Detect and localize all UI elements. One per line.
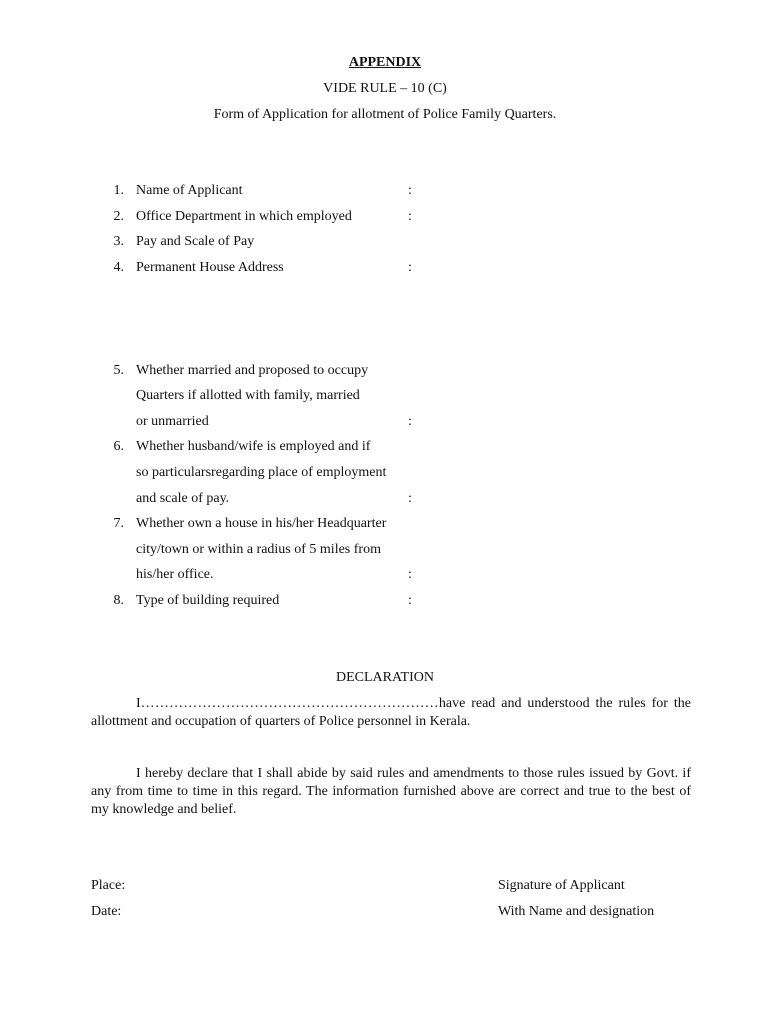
item-label-line-1: Whether married and proposed to occupy bbox=[136, 363, 369, 378]
item-label: Name of Applicant bbox=[136, 183, 243, 198]
item-number: 8. bbox=[113, 593, 124, 608]
declaration-text: I hereby declare that I shall abide by said rules and amendments to those rules issued by Govt. if any from time to time in this regard. The information furnished above are correct and true to the best of my knowledge and belief. bbox=[91, 766, 691, 817]
declaration-name-blank: ……………………………………………………… bbox=[140, 696, 439, 711]
item-number: 1. bbox=[113, 183, 124, 198]
item-label: Type of building required bbox=[136, 593, 280, 608]
item-number: 3. bbox=[113, 234, 124, 249]
declaration-prefix: I bbox=[136, 696, 141, 711]
item-label: Pay and Scale of Pay bbox=[136, 234, 255, 249]
declaration-text: have read and understood the rules for the allottment and occupation of quarters of Police personnel in Kerala. bbox=[91, 696, 691, 729]
item-label-line-3: his/her office. bbox=[136, 567, 214, 582]
item-label-line-3: and scale of pay. bbox=[136, 491, 230, 506]
appendix-title: APPENDIX bbox=[348, 55, 422, 70]
item-colon: : bbox=[408, 209, 412, 224]
declaration-heading: DECLARATION bbox=[336, 670, 434, 685]
declaration-paragraph-1 bbox=[91, 695, 691, 731]
declaration-paragraph-2 bbox=[91, 765, 691, 819]
item-colon: : bbox=[408, 414, 412, 429]
signature-label: Signature of Applicant bbox=[498, 878, 625, 893]
item-colon: : bbox=[408, 491, 412, 506]
item-colon: : bbox=[408, 567, 412, 582]
form-title: Form of Application for allotment of Police Family Quarters. bbox=[213, 107, 557, 122]
date-label: Date: bbox=[91, 904, 122, 919]
item-colon: : bbox=[408, 260, 412, 275]
item-number: 4. bbox=[113, 260, 124, 275]
item-colon: : bbox=[408, 183, 412, 198]
item-label-line-3: or unmarried bbox=[136, 414, 209, 429]
item-number: 6. bbox=[113, 439, 124, 454]
item-number: 7. bbox=[113, 516, 124, 531]
place-label: Place: bbox=[91, 878, 126, 893]
item-number: 2. bbox=[113, 209, 124, 224]
item-label: Office Department in which employed bbox=[136, 209, 352, 224]
item-label: Permanent House Address bbox=[136, 260, 284, 275]
item-label-line-1: Whether husband/wife is employed and if bbox=[136, 439, 371, 454]
item-label-line-2: city/town or within a radius of 5 miles from bbox=[136, 542, 381, 557]
item-colon: : bbox=[408, 593, 412, 608]
item-label-line-2: so particularsregarding place of employment bbox=[136, 465, 387, 480]
item-label-line-2: Quarters if allotted with family, married bbox=[136, 388, 360, 403]
item-label-line-1: Whether own a house in his/her Headquarter bbox=[136, 516, 387, 531]
designation-label: With Name and designation bbox=[498, 904, 655, 919]
item-number: 5. bbox=[113, 363, 124, 378]
vide-rule-subtitle: VIDE RULE – 10 (C) bbox=[323, 81, 447, 96]
